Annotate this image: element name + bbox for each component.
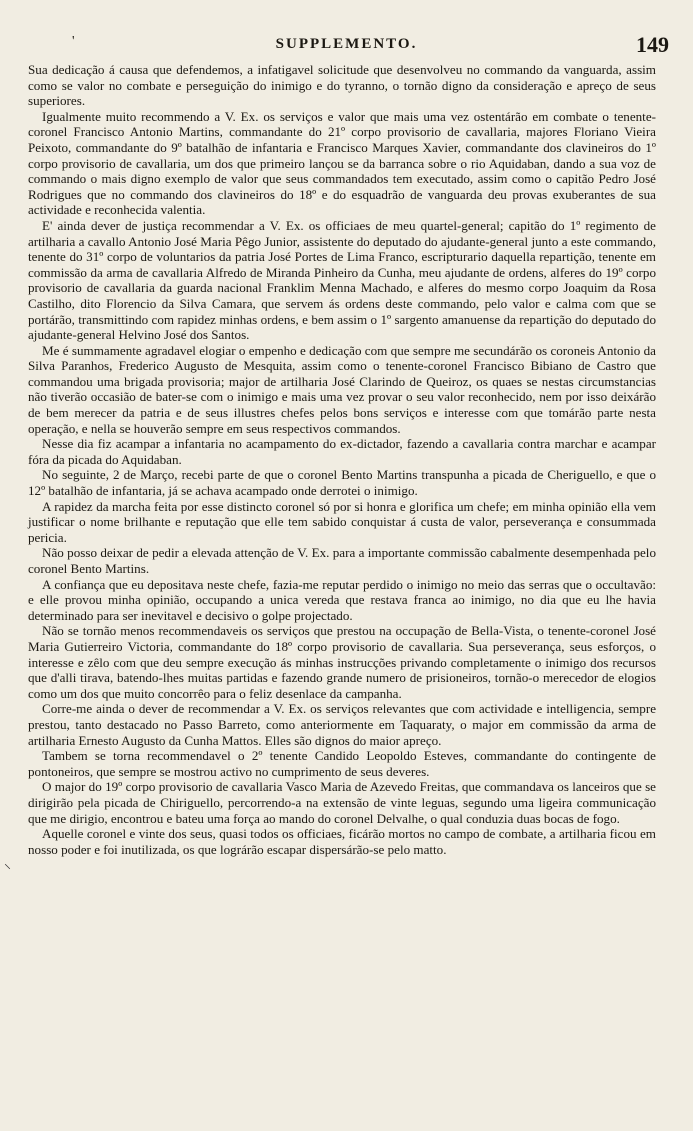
paragraph: Tambem se torna recommendavel o 2º tenente Candido Leopoldo Esteves, commandante do contingente de pontoneiros, que sempre se mostrou activo no cumprimento de seus deveres.	[28, 748, 656, 779]
paragraph: Me é summamente agradavel elogiar o empenho e dedicação com que sempre me secundárão os coroneis Antonio da Silva Paranhos, Frederico Augusto de Mesquita, assim como o tenente-coronel Francisco Bibiano de Castro que commandou uma brigada provisoria; major de artilharia José Clarindo de Queiroz, os quaes se nestas circumstancias não tiverão occasião de bater-se com o inimigo e mais uma vez provar o seu valor reconhecido, nem por isso deixárão de bem merecer da patria e de seus illustres chefes pelos bons serviços e interesse com que tomárão parte nesta operação, e nella se houverão sempre em seus respectivos commandos.	[28, 342, 656, 436]
page-number: 149	[636, 32, 669, 57]
paragraph: Igualmente muito recommendo a V. Ex. os serviços e valor que mais uma vez ostentárão em combate o tenente-coronel Francisco Antonio Martins, commandante do 21º corpo provisorio de cavallaria, majores Floriano Vieira Peixoto, commandante do 9º batalhão de infantaria e Francisco Marques Xavier, commandante dos clavineiros do 1º corpo provisorio de cavallaria, um dos que primeiro lançou se da barranca sobre o rio Aquidaban, dando a sua voz de commando o mais digno exemplo de valor que seus commandados tem executado, assim como o capitão Pedro José Rodrigues que no commando dos clavineiros do 18º e do esquadrão de vanguarda deu provas exuberantes de sua actividade e reconhecida valentia.	[28, 108, 656, 218]
paragraph: Não se tornão menos recommendaveis os serviços que prestou na occupação de Bella-Vista, o tenente-coronel José Maria Gutierreiro Victoria, commandante do 18º corpo provisorio de cavallaria. Sua perseverança, seus esforços, o interesse e zêlo com que deu sempre execução ás minhas instrucções privando completamente o inimigo dos recursos que d'alli tirava, batendo-lhes muitas partidas e fazendo grande numero de prisioneiros, tornão-o merecedor de elogios como um dos que muito concorrêo para o feliz desenlace da campanha.	[28, 623, 656, 701]
paragraph: A confiança que eu depositava neste chefe, fazia-me reputar perdido o inimigo no meio das serras que o occultavão: e elle provou minha opinião, occupando a unica vereda que restava franca ao inimigo, no dia que eu lhe havia determinado para ser inevitavel e decisivo o golpe projectado.	[28, 576, 656, 623]
paragraph: Não posso deixar de pedir a elevada attenção de V. Ex. para a importante commissão cabalmente desempenhada pelo coronel Bento Martins.	[28, 545, 656, 576]
paragraph: O major do 19º corpo provisorio de cavallaria Vasco Maria de Azevedo Freitas, que commandava os lanceiros que se dirigirão pela picada de Chiriguello, percorrendo-a na extensão de vinte leguas, segundo uma ligeira communicação que me dirigio, encontrou e bateu uma força ao mando do coronel Delvalhe, o qual conduzia duas bocas de fogo.	[28, 779, 656, 826]
paragraph: Corre-me ainda o dever de recommendar a V. Ex. os serviços relevantes que com actividade e intelligencia, sempre prestou, tanto destacado no Passo Barreto, como anteriormente em Taquaraty, o major em commissão da arma de artilharia Ernesto Augusto da Cunha Mattos. Elles são dignos do maior apreço.	[28, 701, 656, 748]
paragraph: No seguinte, 2 de Março, recebi parte de que o coronel Bento Martins transpunha a picada de Cheriguello, e que o 12º batalhão de infantaria, já se achava acampado onde derrotei o inimigo.	[28, 467, 656, 499]
page-header	[20, 34, 673, 58]
paragraph: Aquelle coronel e vinte dos seus, quasi todos os officiaes, ficárão mortos no campo de combate, a artilharia ficou em nosso poder e foi inutilizada, os que lográrão escapar dispersárão-se pelo matto.	[28, 826, 656, 857]
page-title: SUPPLEMENTO.	[275, 36, 418, 52]
document-body	[28, 62, 656, 857]
paragraph: Sua dedicação á causa que defendemos, a infatigavel solicitude que desenvolveu no commando da vanguarda, assim como se valor no combate e perseguição do inimigo e do tyranno, o tornão digno da consideração e apreço de seus superiores.	[28, 62, 656, 109]
paragraph: A rapidez da marcha feita por esse distincto coronel só por si honra e glorifica um chefe; em minha opinião ella vem justificar o nome brilhante e reputação que elle tem sabido conquistar á custa de valor, perseverança e consummada pericia.	[28, 498, 656, 545]
header-ornament: '	[72, 34, 75, 49]
paragraph: E' ainda dever de justiça recommendar a V. Ex. os officiaes de meu quartel-general; capitão do 1º regimento de artilharia a cavallo Antonio José Maria Pêgo Junior, assistente do deputado do ajudante-general junto a este commando, tenente do 31º corpo de voluntarios da patria José Portes de Lima Franco, escripturario daquella repartição, tenente em commissão da arma de cavallaria Alfredo de Miranda Pinheiro da Cunha, meu ajudante de ordens, alferes do 19º corpo provisorio de cavallaria da guarda nacional Franklim Menna Machado, e alferes do mesmo corpo Joaquim da Rosa Castilho, dito Florencio da Silva Camara, que servem ás ordens deste commando, pelo valor e calma com que se portárão, transmittindo com rapidez minhas ordens, e bem assim o 1º sargento amanuense da repartição do deputado do ajudante-general Helvino José dos Santos.	[28, 217, 656, 343]
margin-mark: ⸜	[4, 857, 11, 872]
paragraph: Nesse dia fiz acampar a infantaria no acampamento do ex-dictador, fazendo a cavallaria contra marchar e acampar fóra da picada do Aquidaban.	[28, 436, 656, 467]
